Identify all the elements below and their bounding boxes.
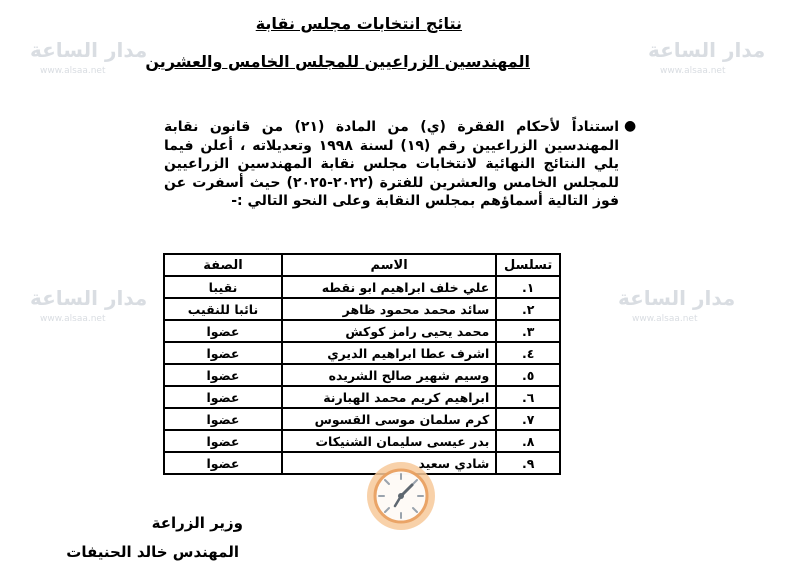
row-name: سائد محمد محمود ظاهر: [282, 298, 496, 320]
table-row: [164, 408, 560, 430]
row-name: وسيم شهير صالح الشريده: [282, 364, 496, 386]
row-title: عضوا: [164, 430, 282, 452]
row-title: نائبا للنقيب: [164, 298, 282, 320]
results-table: [163, 253, 561, 475]
row-name: محمد يحيى رامز كوكش: [282, 320, 496, 342]
table-row: [164, 298, 560, 320]
row-title: نقيبا: [164, 276, 282, 298]
header-title: الصفة: [164, 254, 282, 276]
signature-name: المهندس خالد الحنيفات: [66, 543, 239, 561]
watermark-logo: مدار الساعة: [618, 286, 736, 310]
row-seq: ٨.: [496, 430, 560, 452]
table-row: [164, 342, 560, 364]
document-subtitle: المهندسين الزراعيين للمجلس الخامس والعشرين: [145, 52, 530, 71]
table-row: [164, 386, 560, 408]
announcement-paragraph: استناداً لأحكام الفقرة (ي) من المادة (٢١) من قانون نقابة المهندسين الزراعيين رقم (١٩) لسنة ١٩٩٨ وتعديلاته ، أعلن فيما يلي النتائج النهائية لانتخابات مجلس نقابة المهندسين الزراعيين للمجلس الخامس والعشرين للفترة (٢٠٢٢-٢٠٢٥) حيث أسفرت عن فوز التالية أسماؤهم بمجلس النقابة وعلى النحو التالي :-: [164, 119, 620, 209]
row-seq: ٤.: [496, 342, 560, 364]
watermark-logo: مدار الساعة: [648, 38, 766, 62]
row-seq: ٥.: [496, 364, 560, 386]
signature-position: وزير الزراعة: [151, 514, 243, 532]
table-row: [164, 430, 560, 452]
row-seq: ٩.: [496, 452, 560, 474]
row-name: اشرف عطا ابراهيم الديري: [282, 342, 496, 364]
row-seq: ٣.: [496, 320, 560, 342]
row-name: شادي سعيد: [282, 452, 496, 474]
table-row: [164, 364, 560, 386]
row-title: عضوا: [164, 452, 282, 474]
header-name: الاسم: [282, 254, 496, 276]
watermark-url: www.alsaa.net: [40, 314, 106, 324]
bullet-icon: ●: [624, 118, 637, 134]
document-title: نتائج انتخابات مجلس نقابة: [255, 14, 462, 33]
row-name: ابراهيم كريم محمد الهبارنة: [282, 386, 496, 408]
row-name: علي خلف ابراهيم ابو نقطه: [282, 276, 496, 298]
clock-watermark-icon: [365, 460, 437, 532]
table-row: [164, 452, 560, 474]
table-header-row: [164, 254, 560, 276]
row-title: عضوا: [164, 320, 282, 342]
header-seq: تسلسل: [496, 254, 560, 276]
watermark-url: www.alsaa.net: [40, 66, 106, 76]
table-row: [164, 320, 560, 342]
watermark-logo: مدار الساعة: [30, 286, 148, 310]
row-seq: ٦.: [496, 386, 560, 408]
row-title: عضوا: [164, 408, 282, 430]
row-title: عضوا: [164, 342, 282, 364]
watermark-url: www.alsaa.net: [660, 66, 726, 76]
row-name: بدر عيسى سليمان الشنيكات: [282, 430, 496, 452]
watermark-logo: مدار الساعة: [30, 38, 148, 62]
row-title: عضوا: [164, 364, 282, 386]
row-seq: ٧.: [496, 408, 560, 430]
table-row: [164, 276, 560, 298]
watermark-url: www.alsaa.net: [632, 314, 698, 324]
row-title: عضوا: [164, 386, 282, 408]
row-seq: ٢.: [496, 298, 560, 320]
row-name: كرم سلمان موسى القسوس: [282, 408, 496, 430]
row-seq: ١.: [496, 276, 560, 298]
